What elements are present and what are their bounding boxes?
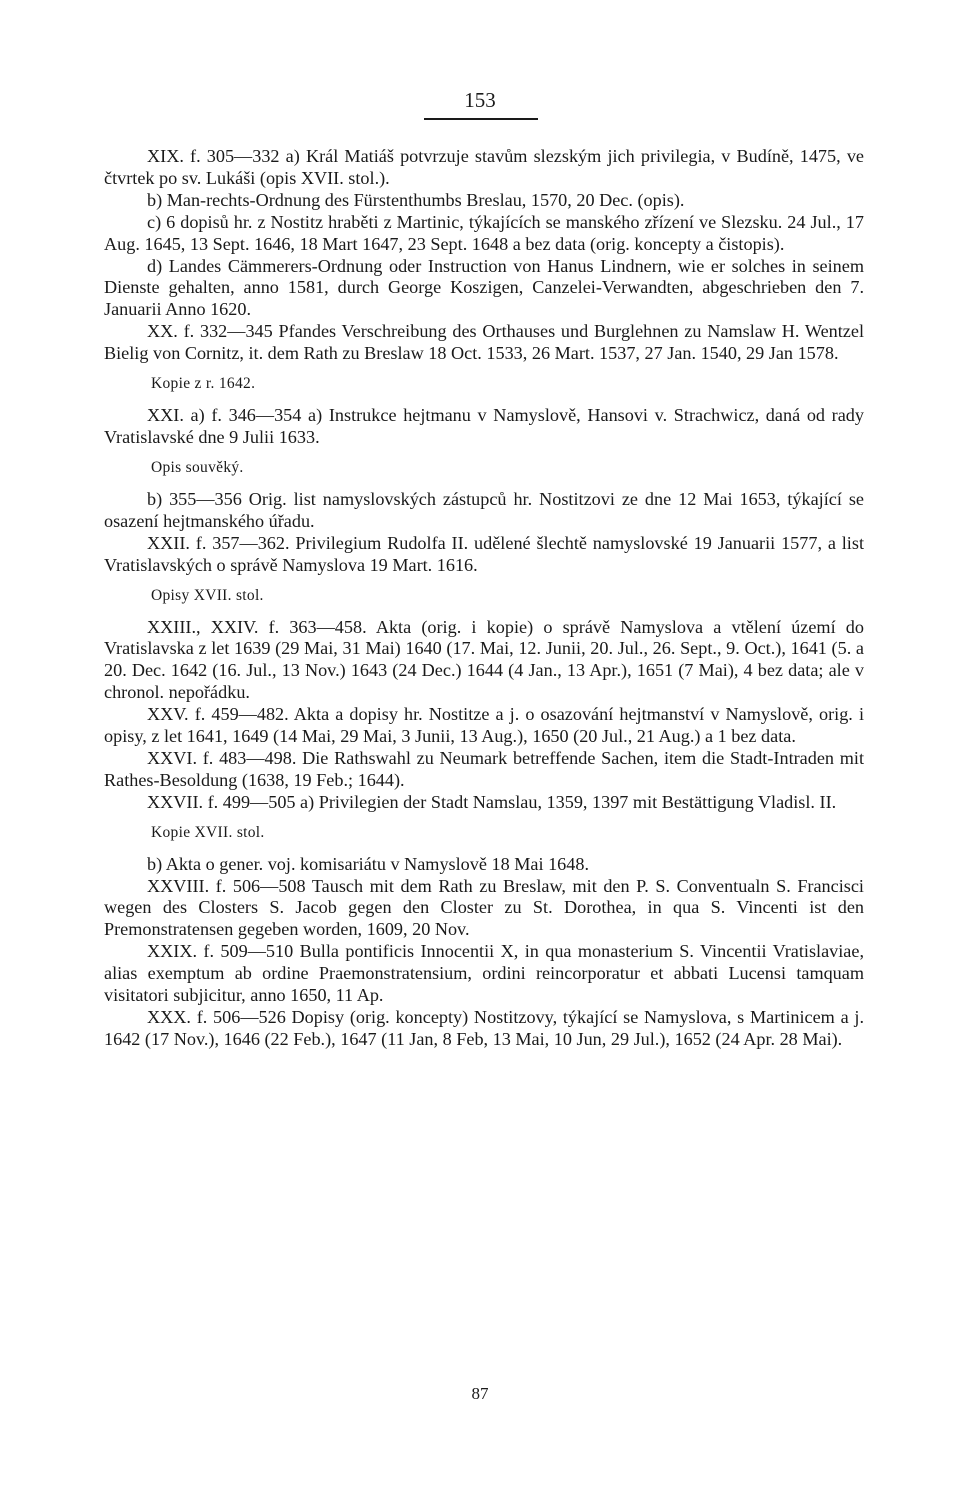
paragraph-xix-c: c) 6 dopisů hr. z Nostitz hraběti z Martinic, týkajících se manského zřízení ve Slezsku. 24 Jul., 17 Aug. 1645, 13 Sept. 1646, 18 Mart 1647, 23 Sept. 1648 a bez data (orig. koncepty a čistopis). [104, 211, 864, 254]
paragraph-xxiii-xxiv: XXIII., XXIV. f. 363—458. Akta (orig. i kopie) o správě Namyslova a vtělení území do Vratislavska z let 1639 (29 Mai, 31 Mai) 1640 (17. Mai, 12. Junii, 20. Jul., 26. Sept., 9. Oct.), 1641 (5. a 20. Dec. 1642 (16. Jul., 13 Nov.) 1643 (24 Dec.) 1644 (4 Jan., 13 Apr.), 1651 (7 Mai), 4 bez data; ale v chronol. nepořádku. [104, 616, 864, 703]
paragraph-xxi-a: XXI. a) f. 346—354 a) Instrukce hejtmanu v Namyslově, Hansovi v. Strachwicz, daná od rady Vratislavské dne 9 Julii 1633. [104, 405, 864, 447]
note-xxii: Opisy XVII. stol. [151, 586, 264, 604]
paragraph-xxvi: XXVI. f. 483—498. Die Rathswahl zu Neumark betreffende Sachen, item die Stadt-Intraden mit Rathes-Besoldung (1638, 19 Feb.; 1644). [104, 747, 864, 790]
paragraph-xxviii: XXVIII. f. 506—508 Tausch mit dem Rath zu Breslaw, mit den P. S. Conventualn S. Francisci wegen des Closters S. Jacob gegen den Closter zu St. Dorothea, in qua S. Vincenti ist den Premonstratensen gegeben worden, 1609, 20 Nov. [104, 875, 864, 940]
paragraph-xix-b: b) Man-rechts-Ordnung des Fürstenthumbs Breslau, 1570, 20 Dec. (opis). [147, 189, 685, 210]
note-xxvii: Kopie XVII. stol. [151, 823, 265, 841]
footer-number: 87 [471, 1384, 489, 1403]
paragraph-xxii: XXII. f. 357—362. Privilegium Rudolfa II. udělené šlechtě namyslovské 19 Januarii 1577, a list Vratislavských o správě Namyslova 19 Mart. 1616. [104, 532, 864, 575]
paragraph-xix-d: d) Landes Cämmerers-Ordnung oder Instruction von Hanus Lindnern, wie er solches in seinem Dienste gehalten, anno 1581, durch George Koszigen, Canzelei-Verwandten, abgeschrieben den 7. Januarii Anno 1620. [104, 255, 864, 320]
note-xx: Kopie z r. 1642. [151, 375, 256, 393]
body-text [104, 146, 864, 1051]
paragraph-xxi-b: b) 355—356 Orig. list namyslovských zástupců hr. Nostitzovi ze dne 12 Mai 1653, týkající se osazení hejtmanského úřadu. [104, 488, 864, 531]
paragraph-xxx: XXX. f. 506—526 Dopisy (orig. koncepty) Nostitzovy, týkající se Namyslova, s Martinicem a j. 1642 (17 Nov.), 1646 (22 Feb.), 1647 (11 Jan, 8 Feb, 13 Mai, 10 Jun, 29 Jul.), 1652 (24 Apr. 28 Mai). [104, 1007, 864, 1049]
page-number: 153 [464, 88, 496, 112]
paragraph-xxvii-b: b) Akta o gener. voj. komisariátu v Namyslově 18 Mai 1648. [147, 853, 589, 874]
paragraph-xx: XX. f. 332—345 Pfandes Verschreibung des Orthauses und Burglehnen zu Namslaw H. Wentzel Bielig von Cornitz, it. dem Rath zu Breslaw 18 Oct. 1533, 26 Mart. 1537, 27 Jan. 1540, 29 Jan 1578. [104, 321, 864, 364]
paragraph-xxv: XXV. f. 459—482. Akta a dopisy hr. Nostitze a j. o osazování hejtmanství v Namyslově, orig. i opisy, z let 1641, 1649 (14 Mai, 29 Mai, 3 Junii, 13 Aug.), 1650 (20 Jul., 21 Aug.) a 1 bez data. [104, 704, 864, 747]
note-xxi: Opis souvěký. [151, 458, 244, 476]
page-number-rule [424, 118, 538, 120]
paragraph-xxvii-a: XXVII. f. 499—505 a) Privilegien der Stadt Namslau, 1359, 1397 mit Bestättigung Vladisl. II. [147, 791, 837, 812]
paragraph-xix-a: XIX. f. 305—332 a) Král Matiáš potvrzuje stavům slezským jich privilegia, v Budíně, 1475, ve čtvrtek po sv. Lukáši (opis XVII. stol.). [104, 146, 864, 188]
paragraph-xxix: XXIX. f. 509—510 Bulla pontificis Innocentii X, in qua monasterium S. Vincentii Vratislaviae, alias exemptum ab ordine Praemonstratensium, ordini reincorporatur et abbati Lucensi tamquam visitatori subjicitur, anno 1650, 11 Ap. [104, 941, 864, 1006]
